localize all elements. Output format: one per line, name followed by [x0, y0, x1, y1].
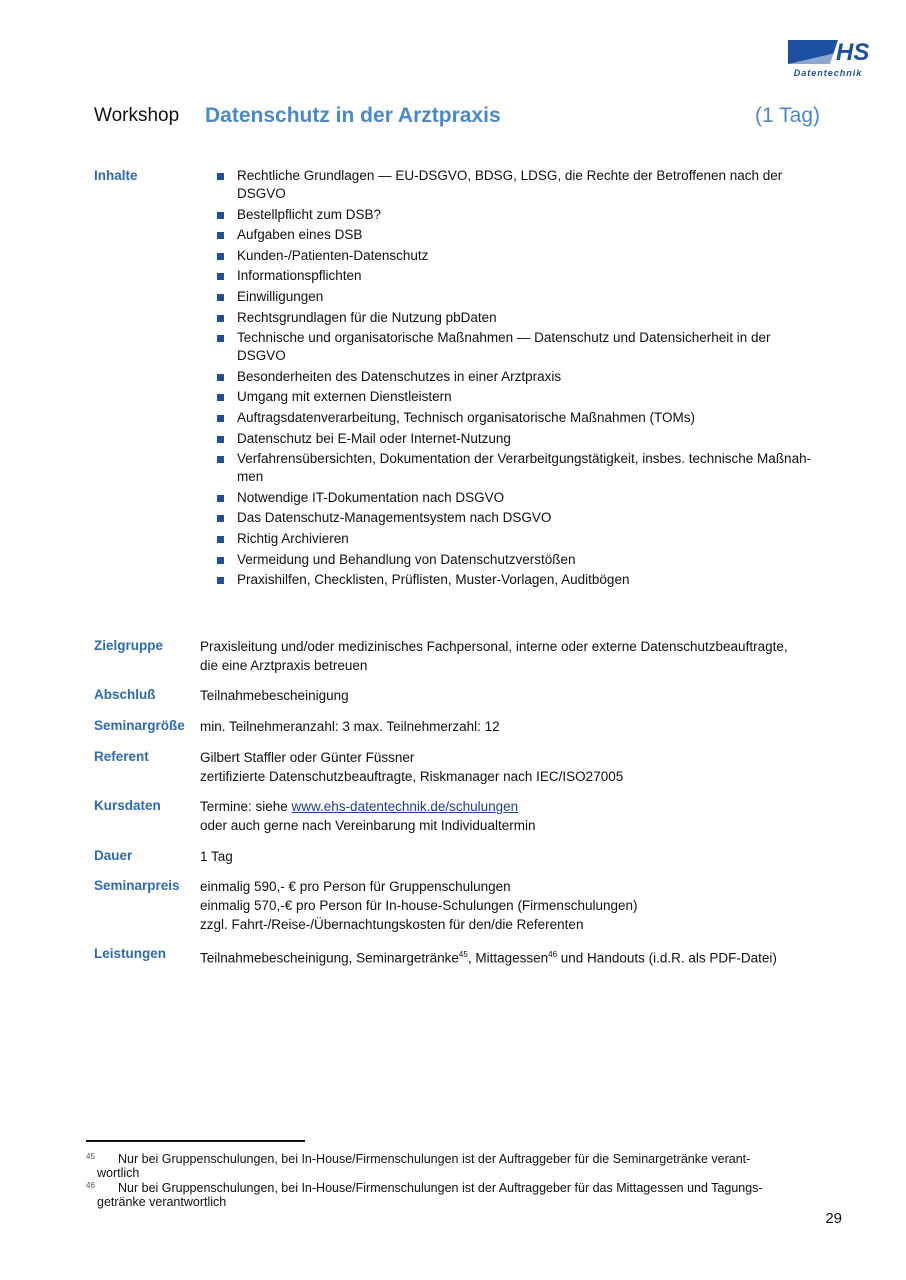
workshop-label: Workshop — [94, 105, 180, 126]
footnote-text: wortlich — [97, 1166, 140, 1180]
list-item: Richtig Archivieren — [217, 530, 817, 548]
list-item: Besonderheiten des Datenschutzes in einer Arztpraxis — [217, 368, 817, 386]
content-list — [217, 167, 817, 592]
ehs-logo — [786, 30, 870, 80]
duration: (1 Tag) — [755, 104, 820, 127]
list-item: Informationspflichten — [217, 267, 817, 285]
text-line: die eine Arztpraxis betreuen — [200, 658, 368, 673]
list-item: Rechtsgrundlagen für die Nutzung pbDaten — [217, 309, 817, 327]
list-item: Praxishilfen, Checklisten, Prüflisten, Muster-Vorlagen, Auditbögen — [217, 571, 817, 589]
text-line: einmalig 590,- € pro Person für Gruppenschulungen — [200, 879, 511, 894]
kursdaten-label: Kursdaten — [94, 798, 161, 813]
footnote-number: 46 — [86, 1181, 95, 1190]
list-item: Aufgaben eines DSB — [217, 226, 817, 244]
list-item: Das Datenschutz-Managementsystem nach DSGVO — [217, 509, 817, 527]
footnote — [86, 1181, 836, 1209]
seminarpreis-label: Seminarpreis — [94, 878, 180, 893]
list-item: Technische und organisatorische Maßnahmen — Datenschutz und Datensicherheit in der DSGVO — [217, 329, 817, 365]
text-line: einmalig 570,-€ pro Person für In-house-Schulungen (Firmenschulungen) — [200, 898, 638, 913]
footnote-text: Nur bei Gruppenschulungen, bei In-House/Firmenschulungen ist der Auftraggeber für das Mittagessen und Tagungs- — [118, 1181, 763, 1195]
text-line: zertifizierte Datenschutzbeauftragte, Riskmanager nach IEC/ISO27005 — [200, 769, 624, 784]
list-item: Umgang mit externen Dienstleistern — [217, 388, 817, 406]
dauer-value: 1 Tag — [200, 849, 233, 864]
footnote-divider — [86, 1140, 305, 1142]
inhalte-label: Inhalte — [94, 168, 138, 183]
footnote — [86, 1152, 836, 1180]
text-part: und Handouts (i.d.R. als PDF-Datei) — [557, 950, 777, 966]
footnote-ref[interactable]: 46 — [548, 950, 558, 959]
list-item: Vermeidung und Behandlung von Datenschutzverstößen — [217, 551, 817, 569]
text-part: , Mittagessen — [467, 950, 549, 966]
seminarpreis-value — [200, 877, 638, 934]
zielgruppe-value — [200, 637, 788, 675]
ehs-logo-icon — [786, 30, 870, 68]
svg-text:HS: HS — [836, 39, 870, 66]
page-title: Datenschutz in der Arztpraxis — [205, 104, 501, 127]
referent-label: Referent — [94, 749, 149, 764]
text-line: zzgl. Fahrt-/Reise-/Übernachtungskosten für den/die Referenten — [200, 917, 584, 932]
zielgruppe-label: Zielgruppe — [94, 638, 164, 653]
footnote-number: 45 — [86, 1152, 95, 1161]
list-item: Verfahrensübersichten, Dokumentation der Verarbeitgungstätigkeit, insbes. technische Maßnah-men — [217, 450, 817, 486]
list-item: Auftragsdatenverarbeitung, Technisch organisatorische Maßnahmen (TOMs) — [217, 409, 817, 427]
text-line: Gilbert Staffler oder Günter Füssner — [200, 750, 415, 765]
list-item: Rechtliche Grundlagen — EU-DSGVO, BDSG, LDSG, die Rechte der Betroffenen nach der DSGVO — [217, 167, 817, 203]
footnote-text: getränke verantwortlich — [97, 1195, 227, 1209]
abschluss-label: Abschluß — [94, 687, 156, 702]
list-item: Kunden-/Patienten-Datenschutz — [217, 247, 817, 265]
seminargroesse-value: min. Teilnehmeranzahl: 3 max. Teilnehmerzahl: 12 — [200, 719, 500, 734]
list-item: Bestellpflicht zum DSB? — [217, 206, 817, 224]
page-header — [94, 103, 820, 133]
footnote-text: Nur bei Gruppenschulungen, bei In-House/Firmenschulungen ist der Auftraggeber für die Seminargetränke verant- — [118, 1152, 751, 1166]
text-part: Teilnahmebescheinigung, Seminargetränke — [200, 950, 459, 966]
logo-subtitle: Datentechnik — [793, 68, 863, 78]
leistungen-value — [200, 945, 777, 968]
page-number: 29 — [825, 1210, 842, 1227]
text-line: Praxisleitung und/oder medizinisches Fachpersonal, interne oder externe Datenschutzbeauftragte, — [200, 639, 788, 654]
referent-value — [200, 748, 623, 786]
schulungen-link[interactable]: www.ehs-datentechnik.de/schulungen — [291, 799, 519, 814]
abschluss-value: Teilnahmebescheinigung — [200, 688, 349, 703]
text-line: oder auch gerne nach Vereinbarung mit Individualtermin — [200, 818, 536, 833]
list-item: Datenschutz bei E-Mail oder Internet-Nutzung — [217, 430, 817, 448]
footnote-ref[interactable]: 45 — [458, 950, 468, 959]
list-item: Einwilligungen — [217, 288, 817, 306]
list-item: Notwendige IT-Dokumentation nach DSGVO — [217, 489, 817, 507]
text-line: Termine: siehe — [200, 799, 292, 814]
leistungen-label: Leistungen — [94, 946, 167, 961]
dauer-label: Dauer — [94, 848, 133, 863]
seminargroesse-label: Seminargröße — [94, 718, 185, 733]
kursdaten-value — [200, 797, 535, 835]
